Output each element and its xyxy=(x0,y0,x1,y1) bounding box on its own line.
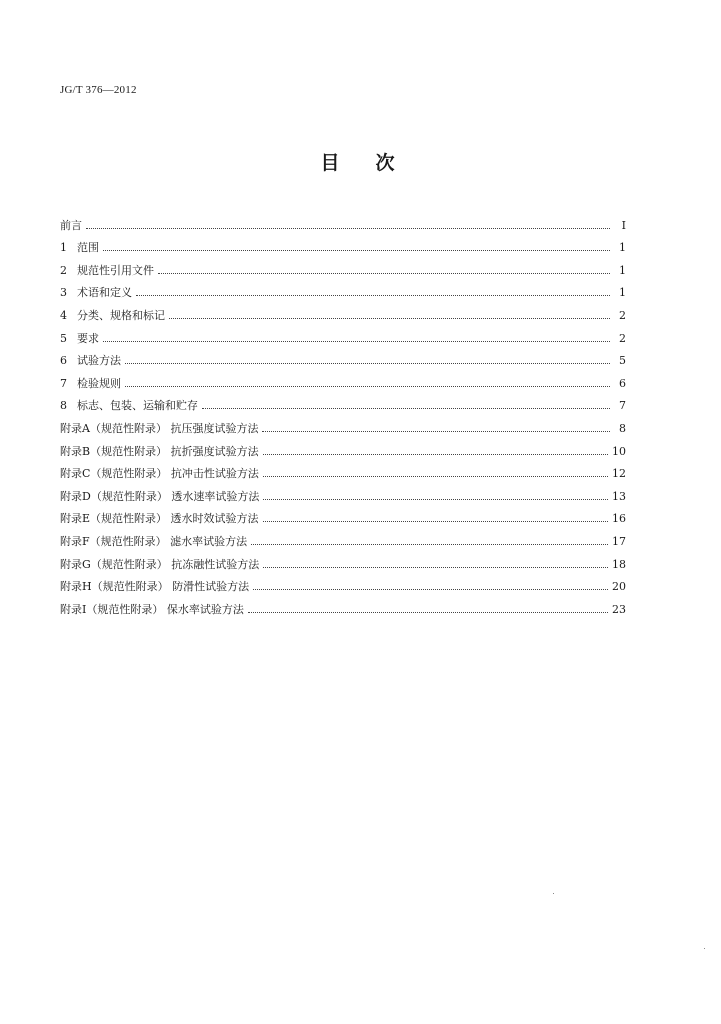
toc-entry-number: 6 xyxy=(60,354,67,368)
scan-speck xyxy=(553,893,554,894)
table-of-contents xyxy=(60,208,626,615)
toc-entry-label: 附录C（规范性附录） 抗冲击性试验方法 xyxy=(60,467,259,481)
toc-entry[interactable] xyxy=(60,208,626,231)
toc-entry-label: 附录A（规范性附录） 抗压强度试验方法 xyxy=(60,421,259,435)
dot-leader xyxy=(202,408,610,409)
toc-entry-page: 16 xyxy=(612,512,626,526)
toc-entry-page: 10 xyxy=(612,444,626,458)
dot-leader xyxy=(263,567,608,568)
toc-entry-page: 2 xyxy=(619,331,626,345)
toc-entry[interactable] xyxy=(60,547,626,570)
toc-entry[interactable] xyxy=(60,411,626,434)
dot-leader xyxy=(263,521,608,522)
dot-leader xyxy=(263,454,608,455)
toc-entry-page: 7 xyxy=(619,399,626,413)
toc-entry[interactable] xyxy=(60,389,626,412)
toc-entry-page: 1 xyxy=(619,286,626,300)
dot-leader xyxy=(253,589,608,590)
toc-entry-page: 6 xyxy=(619,376,626,390)
toc-entry-number: 7 xyxy=(60,376,67,390)
toc-entry[interactable] xyxy=(60,434,626,457)
toc-entry-number: 5 xyxy=(60,331,67,345)
toc-entry-label: 分类、规格和标记 xyxy=(77,308,165,322)
dot-leader xyxy=(262,431,610,432)
toc-entry-number: 4 xyxy=(60,308,67,322)
dot-leader xyxy=(169,318,610,319)
toc-entry[interactable] xyxy=(60,366,626,389)
toc-entry-label: 标志、包装、运输和贮存 xyxy=(77,399,198,413)
toc-entry-number: 3 xyxy=(60,286,67,300)
toc-entry[interactable] xyxy=(60,479,626,502)
toc-entry-page: 2 xyxy=(619,308,626,322)
toc-entry-label: 规范性引用文件 xyxy=(77,263,154,277)
toc-entry-page: Ⅰ xyxy=(621,218,626,232)
toc-entry[interactable] xyxy=(60,253,626,276)
dot-leader xyxy=(263,476,608,477)
toc-entry-page: 23 xyxy=(612,602,626,616)
toc-entry[interactable] xyxy=(60,231,626,254)
dot-leader xyxy=(86,228,610,229)
toc-entry[interactable] xyxy=(60,321,626,344)
toc-entry[interactable] xyxy=(60,344,626,367)
toc-entry[interactable] xyxy=(60,570,626,593)
toc-entry-label: 附录I（规范性附录） 保水率试验方法 xyxy=(60,602,244,616)
toc-entry-label: 要求 xyxy=(77,331,99,345)
toc-entry-number: 2 xyxy=(60,263,67,277)
toc-entry-page: 13 xyxy=(612,489,626,503)
toc-entry-page: 17 xyxy=(612,534,626,548)
toc-entry-label: 附录E（规范性附录） 透水时效试验方法 xyxy=(60,512,259,526)
toc-entry-label: 试验方法 xyxy=(77,354,121,368)
dot-leader xyxy=(125,363,610,364)
toc-entry-label: 附录F（规范性附录） 滤水率试验方法 xyxy=(60,534,248,548)
toc-entry-label: 附录B（规范性附录） 抗折强度试验方法 xyxy=(60,444,259,458)
toc-entry-page: 12 xyxy=(612,467,626,481)
toc-entry-page: 1 xyxy=(619,241,626,255)
toc-entry-label: 术语和定义 xyxy=(77,286,132,300)
toc-entry-label: 附录G（规范性附录） 抗冻融性试验方法 xyxy=(60,557,260,571)
toc-entry-page: 5 xyxy=(619,354,626,368)
toc-entry-label: 前言 xyxy=(60,218,82,232)
toc-entry-number: 1 xyxy=(60,241,67,255)
toc-entry[interactable] xyxy=(60,276,626,299)
toc-entry[interactable] xyxy=(60,502,626,525)
dot-leader xyxy=(158,273,610,274)
toc-entry-number: 8 xyxy=(60,399,67,413)
dot-leader xyxy=(263,499,608,500)
dot-leader xyxy=(103,250,610,251)
toc-entry-page: 1 xyxy=(619,263,626,277)
toc-entry-page: 18 xyxy=(612,557,626,571)
toc-entry-page: 20 xyxy=(612,580,626,594)
toc-entry-page: 8 xyxy=(619,421,626,435)
toc-entry[interactable] xyxy=(60,592,626,615)
dot-leader xyxy=(125,386,610,387)
toc-entry-label: 附录D（规范性附录） 透水速率试验方法 xyxy=(60,489,260,503)
toc-entry[interactable] xyxy=(60,457,626,480)
toc-entry-label: 附录H（规范性附录） 防滑性试验方法 xyxy=(60,580,250,594)
toc-entry[interactable] xyxy=(60,298,626,321)
toc-entry-label: 检验规则 xyxy=(77,376,121,390)
scan-speck xyxy=(704,948,705,949)
dot-leader xyxy=(136,295,610,296)
dot-leader xyxy=(103,341,610,342)
dot-leader xyxy=(251,544,608,545)
standard-code: JG/T 376—2012 xyxy=(60,84,137,96)
page-title: 目次 xyxy=(320,152,431,174)
dot-leader xyxy=(248,612,608,613)
toc-entry[interactable] xyxy=(60,524,626,547)
toc-entry-label: 范围 xyxy=(77,241,99,255)
